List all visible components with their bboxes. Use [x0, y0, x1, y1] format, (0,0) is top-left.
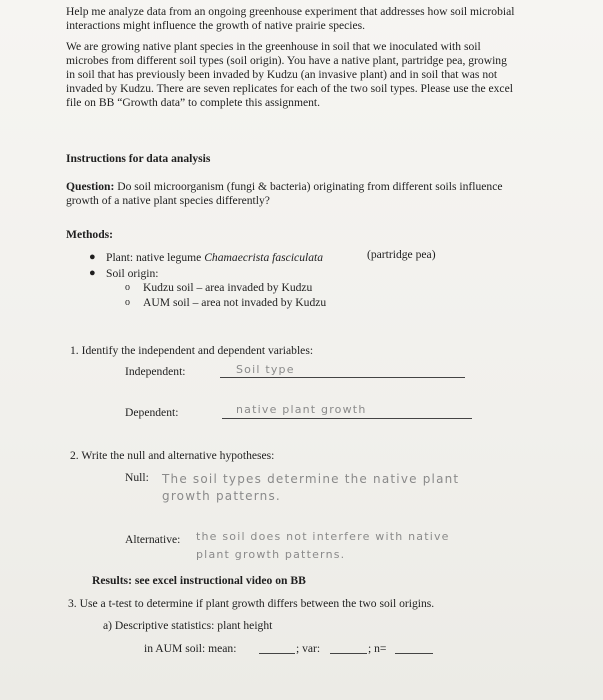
n-blank[interactable]	[395, 653, 433, 654]
intro-line: microbes from different soil types (soil origin). You have a native plant, partridge pea, growing	[66, 54, 507, 67]
dependent-label: Dependent:	[125, 406, 179, 419]
dependent-answer: native plant growth	[236, 403, 367, 416]
independent-label: Independent:	[125, 365, 186, 378]
aum-stats-line: in AUM soil: mean:	[144, 642, 237, 655]
soil-item: AUM soil – area not invaded by Kudzu	[143, 296, 327, 309]
intro-line: invaded by Kudzu. There are seven replicates for each of the two soil types. Please use the excel	[66, 82, 513, 95]
q3a-text: a) Descriptive statistics: plant height	[103, 619, 273, 632]
mean-blank[interactable]	[259, 653, 295, 654]
null-answer: growth patterns.	[162, 489, 281, 503]
plant-species: Chamaecrista fasciculata	[204, 251, 324, 264]
question-line: growth of a native plant species differently?	[66, 194, 270, 207]
question-label: Question:	[66, 180, 115, 193]
q3-text: 3. Use a t-test to determine if plant growth differs between the two soil origins.	[68, 597, 435, 610]
var-blank[interactable]	[330, 653, 367, 654]
bullet: ●	[89, 267, 96, 279]
intro-line: Help me analyze data from an ongoing greenhouse experiment that addresses how soil microbial	[66, 5, 515, 18]
independent-answer: Soil type	[236, 363, 295, 376]
intro-line: in soil that has previously been invaded by Kudzu (an invasive plant) and in soil that was not	[66, 68, 498, 81]
bullet: ●	[89, 251, 96, 263]
n-label: ; n=	[368, 642, 387, 655]
null-answer: The soil types determine the native plant	[162, 472, 460, 486]
results-heading	[92, 574, 306, 588]
soil-item: Kudzu soil – area invaded by Kudzu	[143, 281, 313, 294]
soil-origin-label: Soil origin:	[106, 267, 159, 280]
question-line	[66, 180, 503, 194]
results-heading-text: Results: see excel instructional video on BB	[92, 574, 306, 587]
sub-bullet: o	[125, 282, 130, 293]
var-label: ; var:	[296, 642, 321, 655]
answer-line	[222, 418, 472, 419]
methods-heading: Methods:	[66, 228, 114, 241]
q2-text: 2. Write the null and alternative hypotheses:	[70, 449, 275, 462]
methods-plant	[106, 251, 323, 265]
intro-line: interactions might influence the growth of native prairie species.	[66, 19, 366, 32]
answer-line	[220, 377, 465, 378]
alternative-answer: plant growth patterns.	[196, 548, 346, 561]
intro-line: We are growing native plant species in the greenhouse in soil that we inoculated with soil	[66, 40, 481, 53]
q1-text: 1. Identify the independent and dependent variables:	[70, 344, 314, 357]
null-label: Null:	[125, 471, 149, 484]
intro-line: file on BB “Growth data” to complete this assignment.	[66, 96, 321, 109]
question-text: Do soil microorganism (fungi & bacteria) originating from different soils influence	[114, 180, 503, 193]
alternative-answer: the soil does not interfere with native	[196, 530, 450, 543]
plant-common-name: (partridge pea)	[367, 248, 436, 261]
sub-bullet: o	[125, 297, 130, 308]
alternative-label: Alternative:	[125, 533, 181, 546]
instructions-heading: Instructions for data analysis	[66, 152, 211, 165]
plant-prefix: Plant: native legume	[106, 251, 205, 264]
